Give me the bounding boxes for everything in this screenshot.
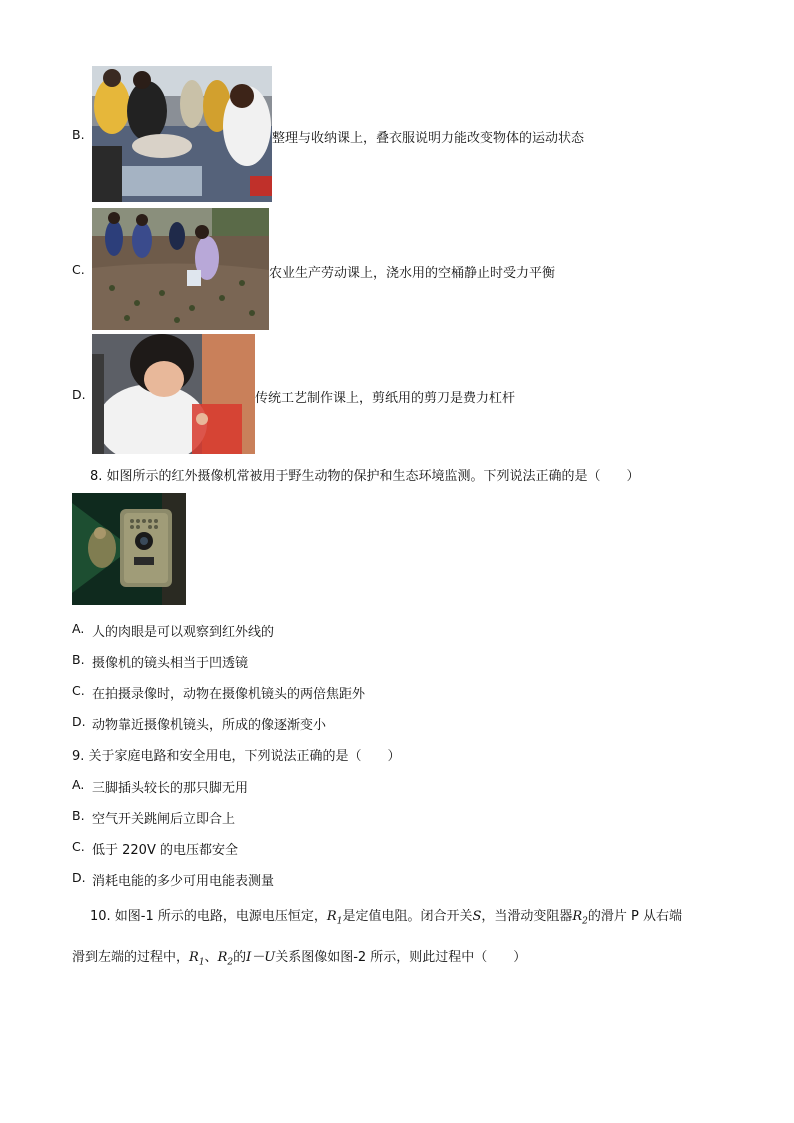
q10-line2-comma: 、 xyxy=(204,950,218,965)
q9-option-a-letter: A. xyxy=(72,777,85,792)
q8-option-d-text: 动物靠近摄像机镜头，所成的像逐渐变小 xyxy=(92,718,327,733)
r2-symbol: $R_2$ xyxy=(572,909,588,927)
paper-cutting-image xyxy=(92,334,255,454)
r1-symbol: $R_1$ xyxy=(326,909,343,927)
folding-clothes-photo xyxy=(92,66,272,202)
r2-symbol-line2: $R_2$ xyxy=(217,950,234,968)
q10-text-part-1: 10. 如图-1 所示的电路，电源电压恒定， xyxy=(90,909,327,924)
farming-image xyxy=(92,208,269,330)
q9-option-d-text: 消耗电能的多少可用电能表测量 xyxy=(92,874,275,889)
q10-line2-part-3: 关系图像如图-2 所示，则此过程中（ ） xyxy=(275,950,527,965)
q8-option-c-text: 在拍摄录像时，动物在摄像机镜头的两倍焦距外 xyxy=(92,687,366,702)
question-9-stem: 9. 关于家庭电路和安全用电，下列说法正确的是（ ） xyxy=(72,749,401,764)
q9-option-b-text: 空气开关跳闸后立即合上 xyxy=(92,812,236,827)
option-letter-c: C. xyxy=(72,262,85,277)
q10-line2-part-2: 的 xyxy=(233,950,247,965)
q9-option-c-text: 低于 220V 的电压都安全 xyxy=(92,843,238,858)
question-8-stem: 8. 如图所示的红外摄像机常被用于野生动物的保护和生态环境监测。下列说法正确的是（ ） xyxy=(90,469,640,484)
q10-text-part-4: 的滑片 P 从右端 xyxy=(587,909,683,924)
infrared-camera-photo xyxy=(72,493,186,605)
q8-option-b-text: 摄像机的镜头相当于凹透镜 xyxy=(92,656,249,671)
option-letter-b: B. xyxy=(72,127,85,142)
question-10-line-1 xyxy=(90,905,682,927)
switch-symbol: S xyxy=(472,909,482,924)
q10-line2-part-1: 滑到左端的过程中， xyxy=(72,950,190,965)
option-text-c: 农业生产劳动课上，浇水用的空桶静止时受力平衡 xyxy=(269,266,556,281)
q9-option-b-letter: B. xyxy=(72,808,85,823)
iu-symbol: I－U xyxy=(246,950,276,965)
q8-option-a-text: 人的肉眼是可以观察到红外线的 xyxy=(92,625,275,640)
q10-text-part-2: 是定值电阻。闭合开关 xyxy=(342,909,473,924)
q8-option-b-letter: B. xyxy=(72,652,85,667)
farming-photo xyxy=(92,208,269,330)
option-text-d: 传统工艺制作课上，剪纸用的剪刀是费力杠杆 xyxy=(255,391,516,406)
option-text-b: 整理与收纳课上，叠衣服说明力能改变物体的运动状态 xyxy=(272,131,585,146)
q9-option-a-text: 三脚插头较长的那只脚无用 xyxy=(92,781,249,796)
r1-symbol-line2: $R_1$ xyxy=(189,950,205,968)
question-10-line-2 xyxy=(72,946,526,968)
infrared-camera-image xyxy=(72,493,186,605)
paper-cutting-photo xyxy=(92,334,255,454)
q9-option-c-letter: C. xyxy=(72,839,85,854)
q8-option-d-letter: D. xyxy=(72,714,86,729)
q8-option-a-letter: A. xyxy=(72,621,85,636)
q9-option-d-letter: D. xyxy=(72,870,86,885)
option-letter-d: D. xyxy=(72,387,86,402)
folding-clothes-image xyxy=(92,66,272,202)
q8-option-c-letter: C. xyxy=(72,683,85,698)
q10-text-part-3: ，当滑动变阻器 xyxy=(481,909,573,924)
